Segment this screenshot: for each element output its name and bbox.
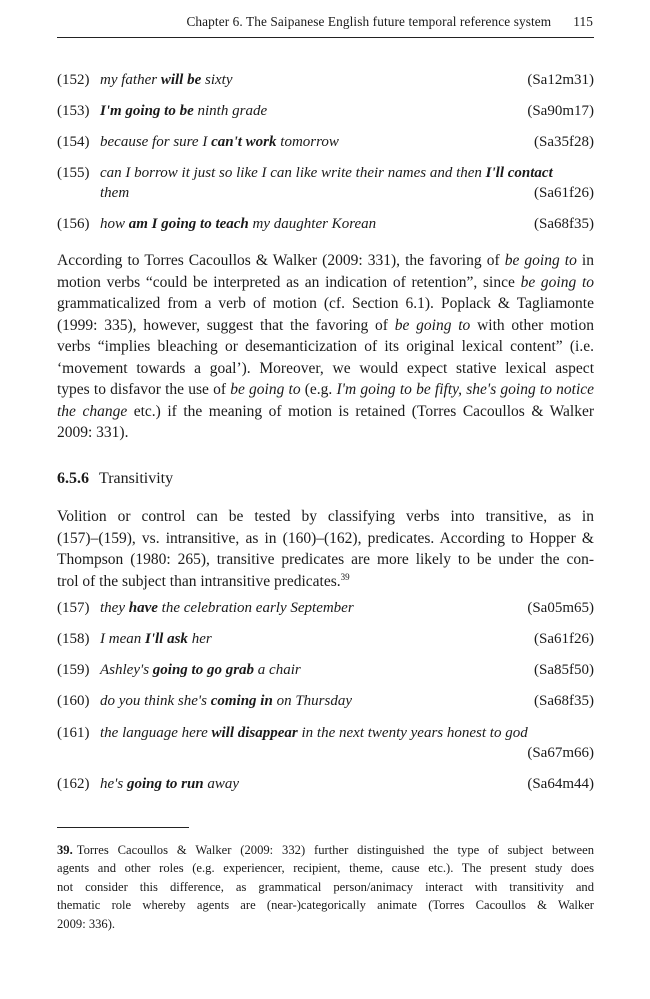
emphasis-text: coming in — [210, 693, 273, 709]
paragraph-retention — [57, 250, 594, 444]
emphasis-text: be going to — [394, 316, 471, 334]
text-run: Thompson (1980: 265), transitive predicates are more likely to be under the con- — [57, 551, 594, 568]
example-text — [100, 72, 233, 89]
example-number: (152) — [57, 72, 90, 88]
text-run: (157)–(159), vs. intransitive, as in (160)–(162), predicates. According to Hopper & — [57, 529, 594, 547]
text-run: he's — [100, 776, 127, 792]
example-text — [100, 165, 553, 182]
emphasis-text: I'll contact — [485, 165, 553, 181]
example-number: (157) — [57, 600, 90, 616]
paragraph-line — [57, 549, 594, 571]
emphasis-text: going to run — [126, 776, 204, 792]
paragraph-transitivity — [57, 506, 594, 592]
text-run: do you think she's — [100, 693, 211, 709]
text-run: verbs “implies bleaching or desemanticization of its original lexical content” (i.e. — [57, 338, 594, 355]
example-number: (153) — [57, 103, 90, 119]
text-run: her — [187, 631, 212, 647]
example-text-continued — [100, 185, 129, 202]
text-run: grammaticalized from a verb of motion (cf. Section 6.1). Poplack & Tagliamonte — [57, 295, 594, 312]
footnote-line — [57, 859, 594, 877]
running-head — [57, 14, 593, 30]
example-number: (154) — [57, 134, 90, 150]
example-text — [100, 693, 352, 710]
text-run: with other motion — [470, 316, 594, 334]
paragraph-line — [57, 528, 594, 550]
emphasis-text: am I going to teach — [128, 216, 249, 232]
footnote-marker: 39 — [340, 571, 350, 582]
paragraph-line — [57, 358, 594, 380]
emphasis-text: I'll ask — [145, 631, 188, 647]
footnote-line — [57, 915, 594, 933]
example-item — [57, 776, 594, 798]
text-run: because for sure I — [100, 134, 212, 150]
text-run: my father — [100, 72, 161, 88]
text-run: in — [576, 252, 594, 269]
example-item — [57, 72, 594, 94]
example-item — [57, 134, 594, 156]
example-item — [57, 662, 594, 684]
example-item — [57, 165, 594, 207]
text-run: sixty — [201, 72, 233, 88]
emphasis-text: be going to — [504, 252, 577, 269]
example-item — [57, 103, 594, 125]
text-run: them — [100, 185, 130, 201]
example-source: (Sa90m17) — [527, 103, 594, 119]
text-run: 2009: 331). — [57, 424, 129, 441]
paragraph-line — [57, 422, 594, 444]
example-number: (160) — [57, 693, 90, 709]
example-source: (Sa85f50) — [534, 662, 594, 678]
emphasis-text: be going to — [230, 381, 301, 398]
example-number: (159) — [57, 662, 90, 678]
example-item — [57, 631, 594, 653]
footnote-line — [57, 878, 594, 896]
text-run: I mean — [100, 631, 145, 647]
example-source: (Sa61f26) — [534, 631, 594, 647]
paragraph-line — [57, 293, 594, 315]
text-run: (e.g. — [300, 381, 337, 398]
example-text — [100, 776, 239, 793]
example-number: (162) — [57, 776, 90, 792]
text-run: away — [203, 776, 240, 792]
emphasis-text: be going to — [520, 273, 595, 291]
footnote-line — [57, 841, 594, 859]
emphasis-text: have — [128, 600, 158, 616]
paragraph-line — [57, 272, 594, 294]
example-text — [100, 134, 339, 151]
example-source: (Sa12m31) — [527, 72, 594, 88]
text-run: According to Torres Cacoullos & Walker (2009: 331), the favoring of — [57, 252, 505, 269]
emphasis-text: going to go grab — [152, 662, 255, 678]
example-source: (Sa68f35) — [534, 216, 594, 232]
section-number: 6.5.6 — [57, 470, 89, 487]
example-text — [100, 103, 267, 120]
text-run: ‘movement towards a goal’). Moreover, we would expect stative lexical aspect — [57, 359, 594, 377]
example-source: (Sa67m66) — [527, 745, 594, 761]
example-item — [57, 600, 594, 622]
footnote-text: not consider this difference, as grammatical person/animacy interact with transitivity and — [57, 879, 594, 894]
paragraph-line — [57, 250, 594, 272]
example-source: (Sa64m44) — [527, 776, 594, 792]
footnote-text: agents and other roles (e.g. experiencer, recipient, theme, cause etc.). The present study does — [57, 861, 594, 876]
paragraph-line — [57, 571, 594, 593]
example-text — [100, 600, 354, 617]
example-source: (Sa05m65) — [527, 600, 594, 616]
section-heading — [57, 470, 173, 488]
emphasis-text: will be — [160, 72, 202, 88]
footnote-number: 39. — [57, 843, 73, 857]
footnote — [57, 841, 594, 933]
paragraph-line — [57, 315, 594, 337]
paragraph-line — [57, 401, 594, 423]
emphasis-text: I'm going to be — [100, 103, 194, 119]
text-run: they — [100, 600, 129, 616]
text-run: my daughter Korean — [248, 216, 377, 232]
text-run: can I borrow it just so like I can like write their names and then — [100, 165, 486, 181]
example-number: (158) — [57, 631, 90, 647]
example-text — [100, 662, 301, 679]
text-run: how — [100, 216, 129, 232]
text-run: ninth grade — [193, 103, 268, 119]
example-item — [57, 693, 594, 715]
emphasis-text: the change — [57, 402, 128, 420]
paragraph-line — [57, 379, 594, 401]
paragraph-line — [57, 336, 594, 358]
footnote-text: thematic role whereby agents are (near-)categorically animate (Torres Cacoullos & Walker — [57, 898, 594, 913]
footnote-text: Torres Cacoullos & Walker (2009: 332) further distinguished the type of subject between — [76, 843, 594, 857]
example-text — [100, 631, 212, 648]
example-number: (156) — [57, 216, 90, 232]
example-source: (Sa35f28) — [534, 134, 594, 150]
text-run: in the next twenty years honest to god — [297, 725, 528, 741]
text-run: (1999: 335), however, suggest that the favoring of — [57, 316, 395, 334]
footnote-rule — [57, 827, 189, 828]
text-run: etc.) if the meaning of motion is retained (Torres Cacoullos & Walker — [127, 402, 594, 420]
example-text — [100, 216, 376, 233]
text-run: the language here — [100, 725, 212, 741]
section-title: Transitivity — [99, 470, 174, 487]
example-item — [57, 216, 594, 238]
example-text — [100, 725, 528, 742]
footnote-text: 2009: 336). — [57, 916, 116, 931]
example-source: (Sa61f26) — [534, 185, 594, 201]
emphasis-text: can't work — [211, 134, 277, 150]
example-source: (Sa68f35) — [534, 693, 594, 709]
text-run: Volition or control can be tested by classifying verbs into transitive, as in — [57, 508, 594, 525]
text-run: types to disfavor the use of — [57, 381, 231, 398]
text-run: motion verbs “could be interpreted as an indication of retention”, since — [57, 273, 521, 291]
emphasis-text: will disappear — [211, 725, 298, 741]
text-run: the celebration early September — [157, 600, 354, 616]
emphasis-text: I'm going to be fifty, she's going to notice — [336, 381, 595, 398]
text-run: a chair — [254, 662, 301, 678]
header-rule — [57, 37, 594, 38]
page-number: 115 — [573, 14, 593, 29]
example-number: (155) — [57, 165, 90, 181]
text-run: on Thursday — [272, 693, 352, 709]
footnote-line — [57, 896, 594, 914]
example-number: (161) — [57, 725, 90, 741]
paragraph-line — [57, 506, 594, 528]
running-title: Chapter 6. The Saipanese English future temporal reference system — [186, 14, 552, 29]
text-run: trol of the subject than intransitive predicates. — [57, 572, 341, 590]
example-item — [57, 725, 594, 767]
text-run: Ashley's — [100, 662, 153, 678]
text-run: tomorrow — [276, 134, 339, 150]
